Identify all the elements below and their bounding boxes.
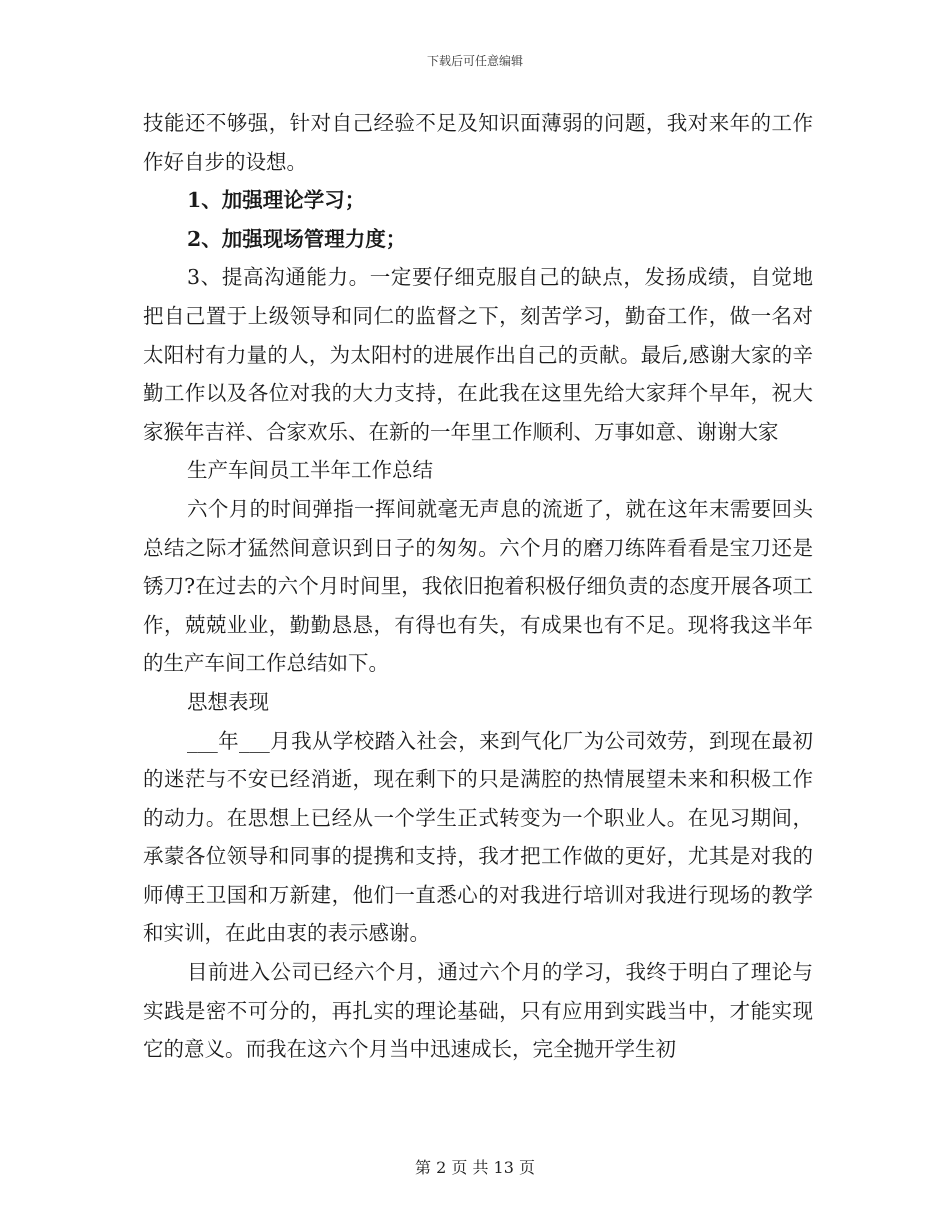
- list-item-site-management: 2、加强现场管理力度；: [187, 226, 407, 251]
- subsection-heading: 思想表现: [187, 689, 269, 714]
- section-title: 生产车间员工半年工作总结: [187, 458, 433, 483]
- page-header-note: 下载后可任意编辑: [426, 54, 523, 68]
- page-number: 第 2 页 共 13 页: [415, 1158, 535, 1177]
- paragraph-continuation: 技能还不够强，针对自己经验不足及知识面薄弱的问题，我对来年的工作作好自步的设想。: [143, 111, 813, 174]
- paragraph-intro: 六个月的时间弹指一挥间就毫无声息的流逝了，就在这年末需要回头总结之际才猛然间意识到日子的匆匆。六个月的磨刀练阵看看是宝刀还是锈刀?在过去的六个月时间里，我依旧抱着积极仔细负责的态度开展各项工作，兢兢业业，勤勤恳恳，有得也有失，有成果也有不足。现将我这半年的生产车间工作总结如下。: [143, 496, 813, 676]
- paragraph-growth: 目前进入公司已经六个月，通过六个月的学习，我终于明白了理论与实践是密不可分的，再扎实的理论基础，只有应用到实践当中，才能实现它的意义。而我在这六个月当中迅速成长，完全抛开学生初: [143, 960, 813, 1062]
- document-body: [143, 104, 813, 1069]
- list-item-theory-study: 1、加强理论学习；: [187, 188, 366, 213]
- list-item-communication: 3、提高沟通能力。一定要仔细克服自己的缺点，发扬成绩，自觉地把自己置于上级领导和同仁的监督之下，刻苦学习，勤奋工作，做一名对太阳村有力量的人，为太阳村的进展作出自己的贡献。最后,感谢大家的辛勤工作以及各位对我的大力支持，在此我在这里先给大家拜个早年，祝大家猴年吉祥、合家欢乐、在新的一年里工作顺利、万事如意、谢谢大家: [143, 265, 813, 444]
- paragraph-ideology: ___年___月我从学校踏入社会，来到气化厂为公司效劳，到现在最初的迷茫与不安已经消逝，现在剩下的只是满腔的热情展望未来和积极工作的动力。在思想上已经从一个学生正式转变为一个职业人。在见习期间，承蒙各位领导和同事的提携和支持，我才把工作做的更好，尤其是对我的师傅王卫国和万新建，他们一直悉心的对我进行培训对我进行现场的教学和实训，在此由衷的表示感谢。: [143, 728, 813, 946]
